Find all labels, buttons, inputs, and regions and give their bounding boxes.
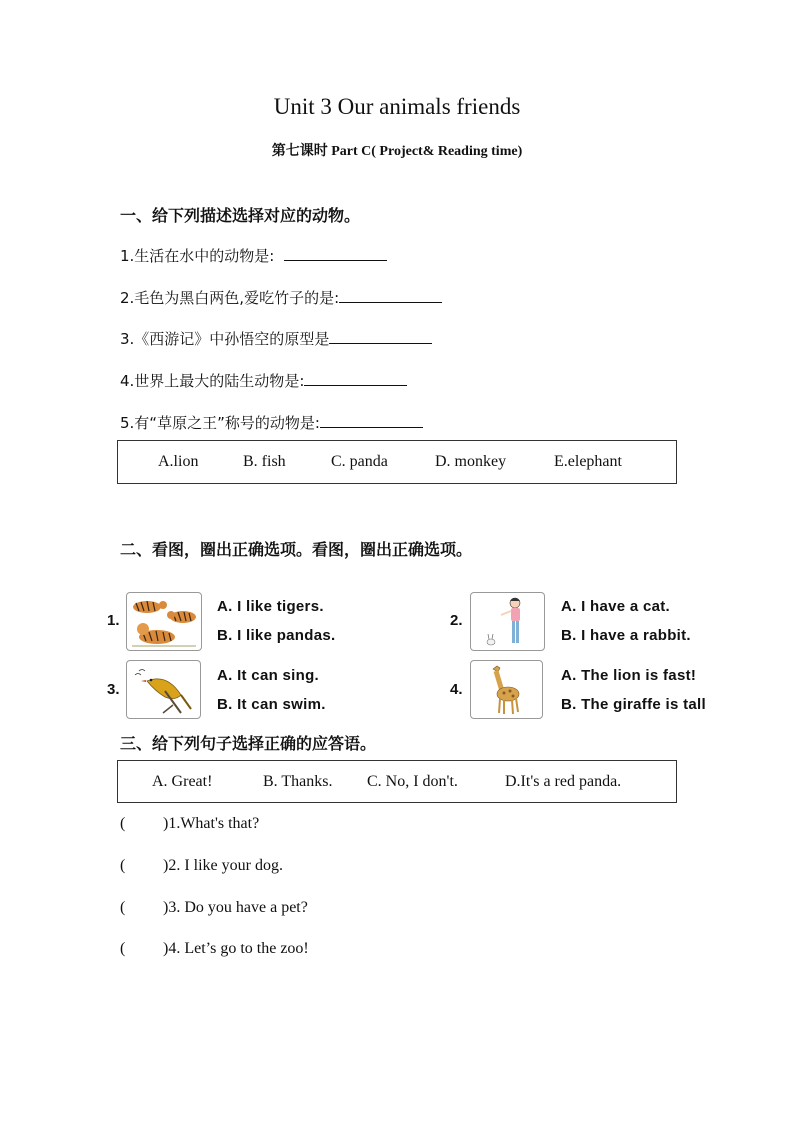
giraffe-picture [470, 660, 543, 719]
option-e: E.elephant [554, 453, 622, 470]
girl-with-rabbit-icon [471, 593, 544, 650]
answer-paren[interactable]: ( [120, 899, 126, 916]
option-a: A.lion [158, 453, 199, 470]
answer-option-b: B. Thanks. [263, 773, 333, 790]
item-number-3: 3. [107, 681, 120, 698]
question-2: 2.毛色为黑白两色,爱吃竹子的是: [120, 287, 442, 308]
bird-picture [126, 660, 201, 719]
question-3: 3.《西游记》中孙悟空的原型是 [120, 328, 432, 349]
answer-paren[interactable]: ( [120, 857, 126, 874]
giraffe-icon [471, 661, 542, 718]
section3-heading: 三、给下列句子选择正确的应答语。 [120, 734, 377, 753]
page-title: Unit 3 Our animals friends [273, 94, 521, 119]
tigers-picture [126, 592, 202, 651]
answer-blank[interactable] [320, 413, 423, 428]
answer-option-d: D.It's a red panda. [505, 773, 622, 790]
answer-blank[interactable] [339, 288, 442, 303]
options-box-3 [117, 760, 677, 803]
item-number-2: 2. [450, 612, 463, 629]
dialog-question-3: )3. Do you have a pet? [163, 899, 308, 916]
answer-option-a: A. Great! [152, 773, 213, 790]
option-d: D. monkey [435, 453, 507, 470]
answer-option-c: C. No, I don't. [367, 773, 458, 790]
question-5: 5.有“草原之王”称号的动物是: [120, 412, 423, 433]
item-1-option-a[interactable]: A. I like tigers. [217, 598, 324, 615]
item-number-4: 4. [450, 681, 463, 698]
bird-icon [127, 661, 200, 718]
dialog-question-1: )1.What's that? [163, 815, 260, 832]
item-2-option-b[interactable]: B. I have a rabbit. [561, 627, 691, 644]
answer-paren[interactable]: ( [120, 815, 126, 832]
item-2-option-a[interactable]: A. I have a cat. [561, 598, 671, 615]
item-number-1: 1. [107, 612, 120, 629]
question-1: 1.生活在水中的动物是: [120, 245, 387, 266]
answer-blank[interactable] [329, 329, 432, 344]
item-4-option-b[interactable]: B. The giraffe is tall [561, 696, 706, 713]
section2-heading: 二、看图，圈出正确选项。看图，圈出正确选项。 [120, 540, 473, 559]
tigers-icon [127, 593, 201, 650]
item-3-option-a[interactable]: A. It can sing. [217, 667, 320, 684]
section1-heading: 一、给下列描述选择对应的动物。 [120, 206, 361, 225]
page-subtitle: 第七课时 Part C( Project& Reading time) [271, 144, 523, 159]
girl-rabbit-picture [470, 592, 545, 651]
item-4-option-a[interactable]: A. The lion is fast! [561, 667, 697, 684]
item-1-option-b[interactable]: B. I like pandas. [217, 627, 336, 644]
dialog-question-2: )2. I like your dog. [163, 857, 283, 874]
answer-blank[interactable] [284, 246, 387, 261]
question-4: 4.世界上最大的陆生动物是: [120, 370, 407, 391]
answer-paren[interactable]: ( [120, 940, 126, 957]
dialog-question-4: )4. Let’s go to the zoo! [163, 940, 309, 957]
option-c: C. panda [331, 453, 388, 470]
answer-blank[interactable] [304, 371, 407, 386]
option-b: B. fish [243, 453, 286, 470]
item-3-option-b[interactable]: B. It can swim. [217, 696, 326, 713]
options-box-1 [117, 440, 677, 484]
